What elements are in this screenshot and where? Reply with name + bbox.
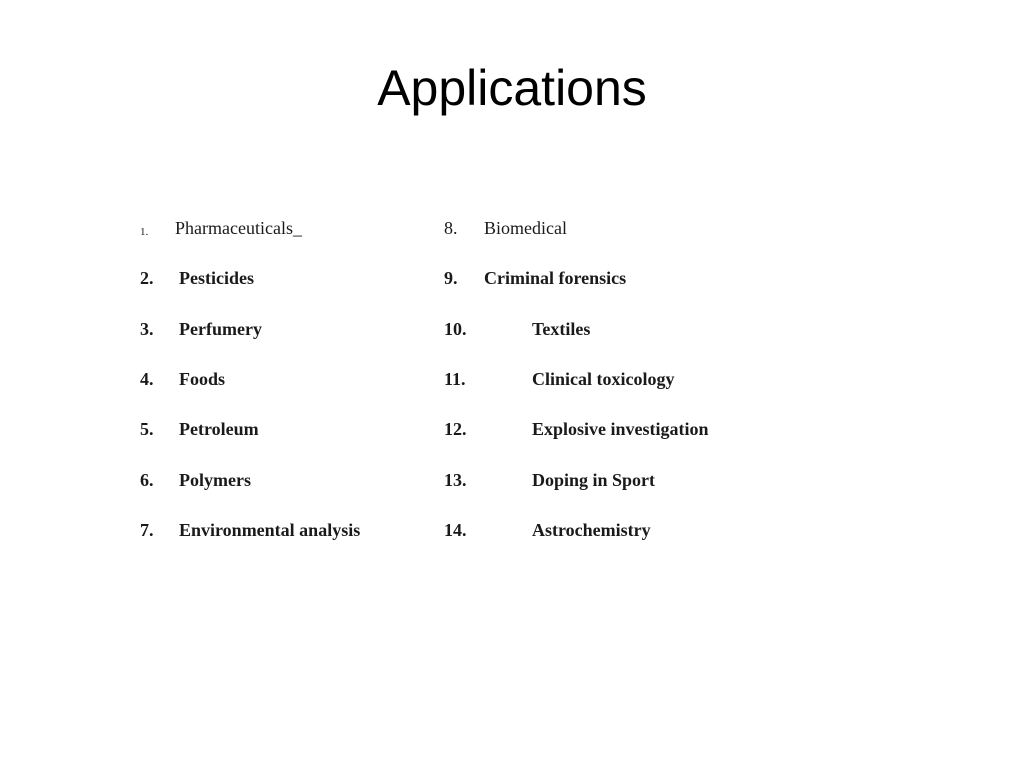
item-number: 12. [444, 419, 467, 439]
item-number: 3. [140, 319, 154, 339]
item-number: 10. [444, 319, 467, 339]
item-number: 11. [444, 369, 466, 389]
item-number: 13. [444, 470, 467, 490]
item-label: Petroleum [179, 419, 259, 439]
item-label: Pharmaceuticals_ [175, 218, 302, 238]
item-label: Textiles [532, 319, 591, 339]
list-item [140, 319, 420, 355]
list-item [140, 470, 420, 506]
list-item [140, 520, 420, 556]
item-label: Criminal forensics [484, 268, 627, 288]
item-label: Explosive investigation [532, 419, 709, 439]
slide-title: Applications [377, 60, 647, 116]
item-label: Environmental analysis [179, 520, 361, 540]
list-item [140, 369, 420, 405]
list-item [444, 520, 784, 556]
list-item [140, 268, 420, 304]
item-number: 4. [140, 369, 154, 389]
item-number: 6. [140, 470, 154, 490]
item-label: Perfumery [179, 319, 262, 339]
item-number: 7. [140, 520, 154, 540]
list-item [444, 470, 784, 506]
item-number: 1. [140, 226, 149, 238]
list-item [444, 419, 784, 455]
applications-list [0, 212, 1024, 572]
item-label: Astrochemistry [532, 520, 651, 540]
item-number: 9. [444, 268, 458, 288]
list-item [444, 268, 784, 304]
item-label: Foods [179, 369, 226, 389]
list-item [444, 369, 784, 405]
list-item [444, 218, 784, 254]
item-label: Pesticides [179, 268, 254, 288]
list-item [140, 419, 420, 455]
item-label: Doping in Sport [532, 470, 656, 490]
item-label: Clinical toxicology [532, 369, 675, 389]
item-label: Polymers [179, 470, 251, 490]
item-number: 14. [444, 520, 467, 540]
item-number: 8. [444, 218, 458, 238]
item-number: 5. [140, 419, 154, 439]
list-item [444, 319, 784, 355]
item-number: 2. [140, 268, 154, 288]
item-label: Biomedical [484, 218, 567, 238]
list-item [140, 218, 420, 254]
